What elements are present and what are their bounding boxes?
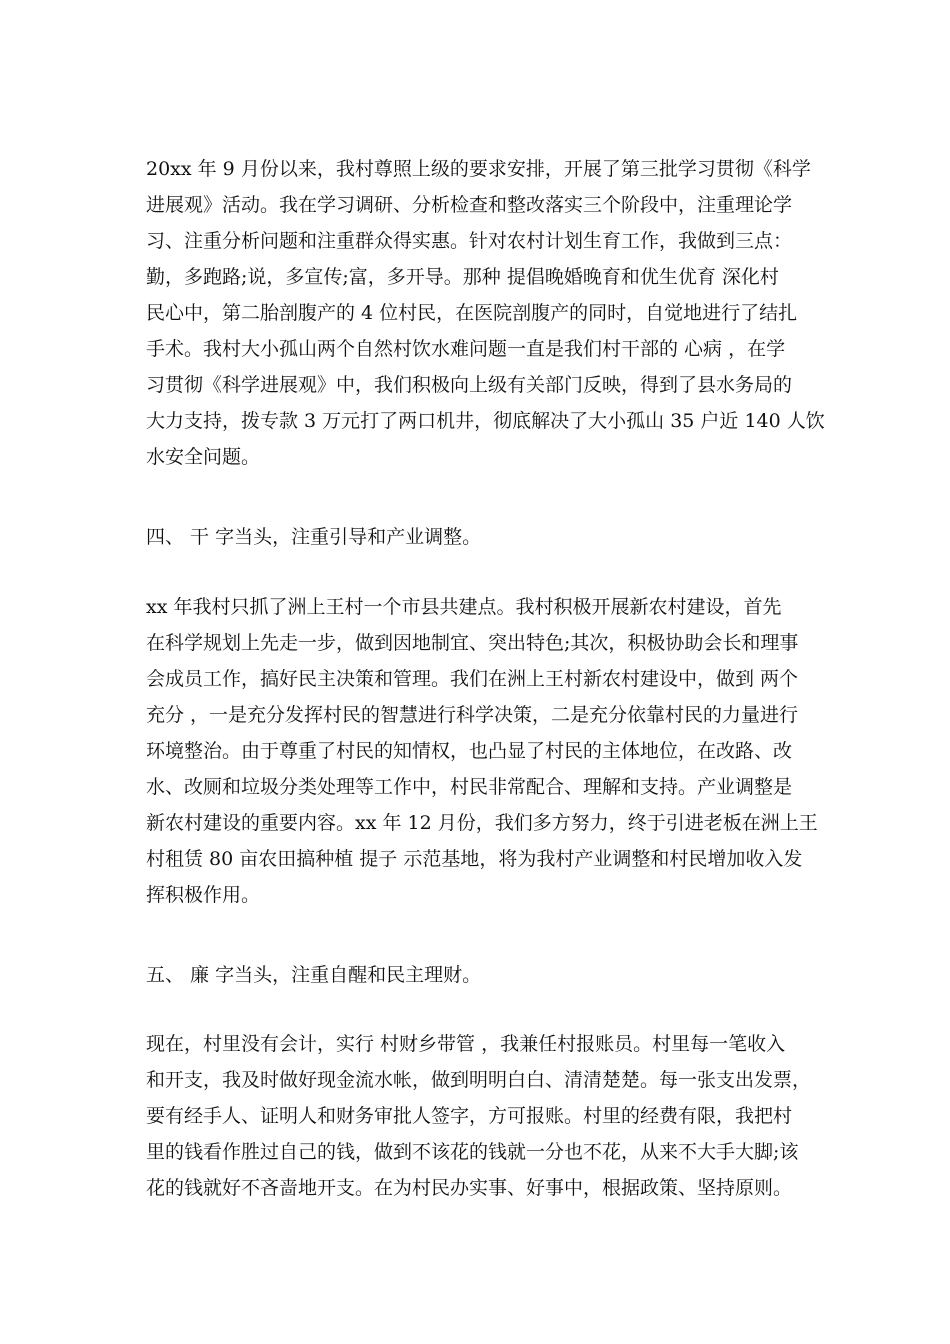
heading-text: 四、 干 字当头，注重引导和产业调整。: [146, 526, 482, 548]
text-line: 新农村建设的重要内容。xx 年 12 月份，我们多方努力，终于引进老板在洲上王: [146, 812, 818, 834]
paragraph-new-rural-construction: [146, 589, 818, 913]
text-line: 习贯彻《科学进展观》中，我们积极向上级有关部门反映，得到了县水务局的: [146, 374, 793, 396]
text-line: 挥积极作用。: [146, 884, 261, 906]
text-line: 环境整治。由于尊重了村民的知情权，也凸显了村民的主体地位，在改路、改: [146, 740, 793, 762]
text-line: 进展观》活动。我在学习调研、分析检查和整改落实三个阶段中，注重理论学: [146, 194, 793, 216]
section-heading-four: [146, 519, 818, 555]
text-line: 现在，村里没有会计，实行 村财乡带管 ，我兼任村报账员。村里每一笔收入: [146, 1033, 786, 1055]
text-line: 里的钱看作胜过自己的钱，做到不该花的钱就一分也不花，从来不大手大脚;该: [146, 1141, 799, 1163]
text-line: 民心中，第二胎剖腹产的 4 位村民，在医院剖腹产的同时，自觉地进行了结扎: [146, 302, 798, 324]
text-line: 习、注重分析问题和注重群众得实惠。针对农村计划生育工作，我做到三点：: [146, 230, 793, 252]
section-heading-five: [146, 957, 818, 993]
text-line: 水、改厕和垃圾分类处理等工作中，村民非常配合、理解和支持。产业调整是: [146, 776, 793, 798]
text-line: 要有经手人、证明人和财务审批人签字，方可报账。村里的经费有限，我把村: [146, 1105, 793, 1127]
paragraph-financial-management: [146, 1026, 818, 1206]
text-line: 在科学规划上先走一步，做到因地制宜、突出特色;其次，积极协助会长和理事: [146, 632, 799, 654]
text-line: 花的钱就好不吝啬地开支。在为村民办实事、好事中，根据政策、坚持原则。: [146, 1177, 793, 1199]
heading-text: 五、 廉 字当头，注重自醒和民主理财。: [146, 964, 482, 986]
text-line: 手术。我村大小孤山两个自然村饮水难问题一直是我们村干部的 心病 ，在学: [146, 338, 786, 360]
paragraph-family-planning-water: [146, 151, 825, 475]
text-line: 水安全问题。: [146, 446, 261, 468]
text-line: 会成员工作，搞好民主决策和管理。我们在洲上王村新农村建设中，做到 两个: [146, 668, 799, 690]
text-line: 大力支持，拨专款 3 万元打了两口机井，彻底解决了大小孤山 35 户近 140 人饮: [146, 410, 825, 432]
text-line: 充分 ，一是充分发挥村民的智慧进行科学决策，二是充分依靠村民的力量进行: [146, 704, 799, 726]
text-line: 村租赁 80 亩农田搞种植 提子 示范基地，将为我村产业调整和村民增加收入发: [146, 848, 803, 870]
text-line: 勤，多跑路;说，多宣传;富，多开导。那种 提倡晚婚晚育和优生优育 深化村: [146, 266, 779, 288]
text-line: xx 年我村只抓了洲上王村一个市县共建点。我村积极开展新农村建设，首先: [146, 596, 782, 618]
text-line: 20xx 年 9 月份以来，我村尊照上级的要求安排，开展了第三批学习贯彻《科学: [146, 158, 811, 180]
text-line: 和开支，我及时做好现金流水帐，做到明明白白、清清楚楚。每一张支出发票，: [146, 1069, 812, 1091]
